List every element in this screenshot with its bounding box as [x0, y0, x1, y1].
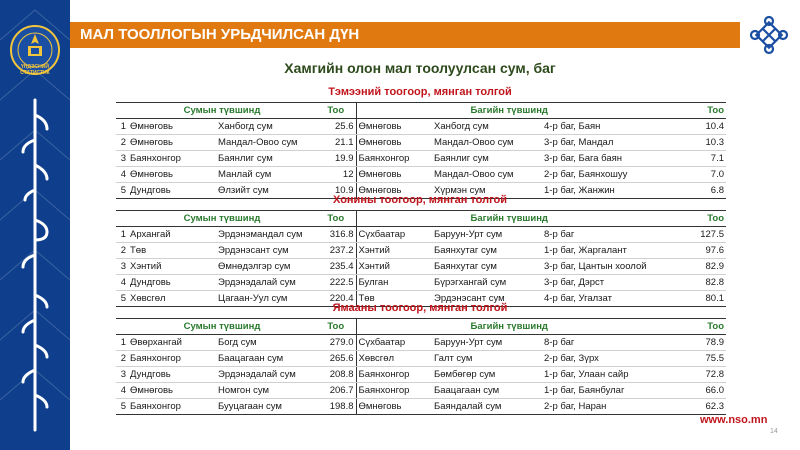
sum-cell: Богд сум [216, 335, 316, 351]
sheep-section-title: Хонины тоогоор, мянган толгой [333, 194, 507, 206]
rank-cell: 5 [116, 399, 128, 415]
table-row [116, 335, 726, 351]
rank-cell: 2 [116, 243, 128, 259]
sum-cell: Баруун-Урт сум [432, 227, 542, 243]
sum-level-header: Сумын түвшинд [128, 211, 316, 227]
mongolian-script-decoration [16, 95, 54, 435]
bag-cell: 8-р баг [542, 227, 662, 243]
sum-cell: Номгон сум [216, 383, 316, 399]
website-link[interactable]: www.nso.mn [700, 414, 768, 426]
goat-section-title: Ямааны тоогоор, мянган толгой [332, 302, 508, 314]
table-row [116, 167, 726, 183]
value-cell: 21.1 [316, 135, 356, 151]
bag-cell: 3-р баг, Дэрст [542, 275, 662, 291]
sum-cell: Баацагаан сум [432, 383, 542, 399]
aimag-cell: Өмнөговь [128, 167, 216, 183]
value-cell: 265.6 [316, 351, 356, 367]
rank-cell: 1 [116, 227, 128, 243]
value-cell: 19.9 [316, 151, 356, 167]
count-header: Тоо [316, 319, 356, 335]
sum-cell: Баяндалай сум [432, 399, 542, 415]
bag-cell: 4-р баг, Угалзат [542, 291, 662, 307]
rank-cell: 2 [116, 351, 128, 367]
slide-subtitle: Хамгийн олон мал тоолуулсан сум, баг [284, 60, 556, 76]
aimag-cell: Өмнөговь [128, 135, 216, 151]
aimag-cell: Хэнтий [356, 259, 432, 275]
value-cell: 6.8 [662, 183, 726, 199]
sum-cell: Бүрэгхангай сум [432, 275, 542, 291]
aimag-cell: Дундговь [128, 275, 216, 291]
table-header-row [116, 211, 726, 227]
camel-table [116, 102, 726, 199]
endless-knot-icon [748, 14, 790, 56]
sum-cell: Галт сум [432, 351, 542, 367]
table-row [116, 151, 726, 167]
sum-cell: Эрдэнэсант сум [432, 291, 542, 307]
value-cell: 198.8 [316, 399, 356, 415]
value-cell: 316.8 [316, 227, 356, 243]
rank-cell: 3 [116, 151, 128, 167]
value-cell: 66.0 [662, 383, 726, 399]
table-row [116, 243, 726, 259]
value-cell: 7.0 [662, 167, 726, 183]
sum-cell: Эрдэнэдалай сум [216, 275, 316, 291]
aimag-cell: Өмнөговь [356, 119, 432, 135]
rank-cell: 1 [116, 119, 128, 135]
aimag-cell: Хөвсгөл [128, 291, 216, 307]
sum-cell: Эрдэнэдалай сум [216, 367, 316, 383]
aimag-cell: Өмнөговь [128, 119, 216, 135]
value-cell: 10.9 [316, 183, 356, 199]
camel-section-title: Тэмээний тоогоор, мянган толгой [328, 86, 512, 98]
bag-cell: 1-р баг, Жанжин [542, 183, 662, 199]
table-row [116, 259, 726, 275]
bag-cell: 2-р баг, Наран [542, 399, 662, 415]
logo-text [6, 64, 64, 76]
sum-level-header: Сумын түвшинд [128, 103, 316, 119]
value-cell: 7.1 [662, 151, 726, 167]
goat-table [116, 318, 726, 415]
value-cell: 206.7 [316, 383, 356, 399]
sum-cell: Бөмбөгөр сум [432, 367, 542, 383]
bag-cell: 1-р баг, Жаргалант [542, 243, 662, 259]
rank-cell: 4 [116, 383, 128, 399]
aimag-cell: Өмнөговь [356, 167, 432, 183]
aimag-cell: Булган [356, 275, 432, 291]
sum-cell: Баянлиг сум [216, 151, 316, 167]
sum-cell: Баянхутаг сум [432, 243, 542, 259]
sum-cell: Цагаан-Уул сум [216, 291, 316, 307]
value-cell: 82.9 [662, 259, 726, 275]
bag-level-header: Багийн түвшинд [356, 211, 662, 227]
count-header: Тоо [316, 103, 356, 119]
aimag-cell: Хэнтий [128, 259, 216, 275]
sum-cell: Ханбогд сум [216, 119, 316, 135]
aimag-cell: Төв [356, 291, 432, 307]
aimag-cell: Баянхонгор [128, 351, 216, 367]
rank-cell: 2 [116, 135, 128, 151]
aimag-cell: Баянхонгор [128, 151, 216, 167]
sum-cell: Баянхутаг сум [432, 259, 542, 275]
sum-cell: Баруун-Урт сум [432, 335, 542, 351]
table-row [116, 227, 726, 243]
bag-cell: 8-р баг [542, 335, 662, 351]
aimag-cell: Өвөрхангай [128, 335, 216, 351]
table-header-row [116, 103, 726, 119]
sum-cell: Мандал-Овоо сум [432, 135, 542, 151]
aimag-cell: Баянхонгор [356, 367, 432, 383]
value-cell: 10.3 [662, 135, 726, 151]
rank-cell: 4 [116, 167, 128, 183]
sum-cell: Мандал-Овоо сум [216, 135, 316, 151]
sum-cell: Манлай сум [216, 167, 316, 183]
sum-cell: Өлзийт сум [216, 183, 316, 199]
bag-cell: 2-р баг, Зүрх [542, 351, 662, 367]
value-cell: 12 [316, 167, 356, 183]
bag-level-header: Багийн түвшинд [356, 319, 662, 335]
logo-text-line-2: СТАТИСТИК [20, 70, 50, 76]
sum-cell: Эрдэнэмандал сум [216, 227, 316, 243]
table-row [116, 119, 726, 135]
rank-cell: 5 [116, 183, 128, 199]
aimag-cell: Хөвсгөл [356, 351, 432, 367]
aimag-cell: Дундговь [128, 367, 216, 383]
aimag-cell: Сүхбаатар [356, 227, 432, 243]
count-header: Тоо [662, 211, 726, 227]
sum-cell: Өмнөдэлгэр сум [216, 259, 316, 275]
sheep-table [116, 210, 726, 307]
aimag-cell: Дундговь [128, 183, 216, 199]
value-cell: 220.4 [316, 291, 356, 307]
rank-cell: 4 [116, 275, 128, 291]
sum-cell: Бууцагаан сум [216, 399, 316, 415]
bag-cell: 4-р баг, Баян [542, 119, 662, 135]
rank-cell: 1 [116, 335, 128, 351]
aimag-cell: Өмнөговь [356, 399, 432, 415]
value-cell: 82.8 [662, 275, 726, 291]
table-row [116, 275, 726, 291]
value-cell: 10.4 [662, 119, 726, 135]
bag-level-header: Багийн түвшинд [356, 103, 662, 119]
sum-cell: Эрдэнэсант сум [216, 243, 316, 259]
count-header: Тоо [662, 319, 726, 335]
bag-cell: 2-р баг, Баянхошуу [542, 167, 662, 183]
rank-cell: 3 [116, 367, 128, 383]
sum-cell: Ханбогд сум [432, 119, 542, 135]
aimag-cell: Өмнөговь [356, 135, 432, 151]
sidebar-panel [0, 0, 70, 450]
count-header: Тоо [316, 211, 356, 227]
sum-cell: Мандал-Овоо сум [432, 167, 542, 183]
rank-cell: 3 [116, 259, 128, 275]
aimag-cell: Баянхонгор [356, 151, 432, 167]
value-cell: 80.1 [662, 291, 726, 307]
table-header-row [116, 319, 726, 335]
value-cell: 62.3 [662, 399, 726, 415]
page-number: 14 [770, 428, 778, 435]
aimag-cell: Төв [128, 243, 216, 259]
bag-cell: 3-р баг, Цантын хоолой [542, 259, 662, 275]
bag-cell: 1-р баг, Улаан сайр [542, 367, 662, 383]
aimag-cell: Сүхбаатар [356, 335, 432, 351]
sum-cell: Баянлиг сум [432, 151, 542, 167]
aimag-cell: Баянхонгор [128, 399, 216, 415]
value-cell: 75.5 [662, 351, 726, 367]
sum-cell: Баацагаан сум [216, 351, 316, 367]
bag-cell: 3-р баг, Мандал [542, 135, 662, 151]
value-cell: 208.8 [316, 367, 356, 383]
table-row [116, 399, 726, 415]
bag-cell: 1-р баг, Баянбулаг [542, 383, 662, 399]
table-row [116, 135, 726, 151]
value-cell: 78.9 [662, 335, 726, 351]
bag-cell: 3-р баг, Бага баян [542, 151, 662, 167]
table-row [116, 383, 726, 399]
sum-level-header: Сумын түвшинд [128, 319, 316, 335]
sum-cell: Хүрмэн сум [432, 183, 542, 199]
value-cell: 235.4 [316, 259, 356, 275]
rank-cell: 5 [116, 291, 128, 307]
page-title: МАЛ ТООЛЛОГЫН УРЬДЧИЛСАН ДҮН [70, 22, 740, 48]
aimag-cell: Хэнтий [356, 243, 432, 259]
aimag-cell: Өмнөговь [356, 183, 432, 199]
value-cell: 25.6 [316, 119, 356, 135]
table-row [116, 367, 726, 383]
aimag-cell: Баянхонгор [356, 383, 432, 399]
value-cell: 279.0 [316, 335, 356, 351]
table-row [116, 351, 726, 367]
value-cell: 127.5 [662, 227, 726, 243]
aimag-cell: Өмнөговь [128, 383, 216, 399]
aimag-cell: Архангай [128, 227, 216, 243]
count-header: Тоо [662, 103, 726, 119]
value-cell: 222.5 [316, 275, 356, 291]
logo-text-line-1: ҮНДЭСНИЙ [21, 64, 49, 70]
value-cell: 237.2 [316, 243, 356, 259]
value-cell: 97.6 [662, 243, 726, 259]
value-cell: 72.8 [662, 367, 726, 383]
